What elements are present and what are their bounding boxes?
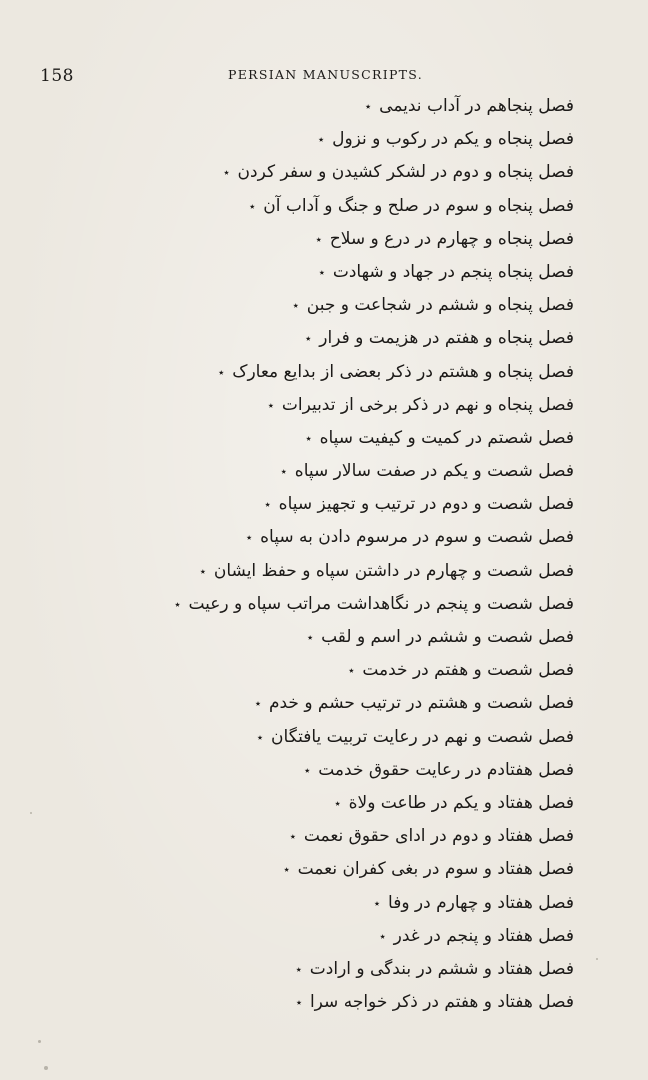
chapter-text: فصل پنجاه و دوم در لشکر کشیدن و سفر کردن (237, 162, 574, 183)
star-marker-icon: ٭ (246, 531, 253, 545)
chapter-list (54, 90, 574, 1019)
chapter-entry (54, 223, 574, 256)
chapter-entry (54, 156, 574, 189)
chapter-entry (54, 488, 574, 521)
chapter-entry (54, 887, 574, 920)
chapter-text: فصل هفتاد و پنجم در غدر (393, 925, 574, 946)
star-marker-icon: ٭ (318, 133, 325, 147)
chapter-entry (54, 422, 574, 455)
paper-speck (38, 1040, 41, 1043)
chapter-entry (54, 356, 574, 389)
chapter-text: فصل پنجاه و نهم در ذکر برخی از تدبیرات (281, 394, 574, 415)
chapter-text: فصل شصت و چهارم در داشتن سپاه و حفظ ایشان (213, 560, 574, 581)
star-marker-icon: ٭ (379, 929, 386, 943)
star-marker-icon: ٭ (365, 100, 372, 113)
chapter-entry (54, 986, 574, 1019)
chapter-entry (54, 389, 574, 422)
chapter-text: فصل هفتاد و یکم در طاعت ولاة (348, 793, 574, 814)
star-marker-icon: ٭ (257, 730, 264, 744)
chapter-entry (54, 754, 574, 787)
chapter-text: فصل شصت و یکم در صفت سالار سپاه (294, 461, 574, 482)
chapter-text: فصل هفتاد و هفتم در ذکر خواجه سرا (309, 992, 574, 1013)
star-marker-icon: ٭ (249, 199, 256, 213)
star-marker-icon: ٭ (315, 232, 322, 246)
chapter-entry (54, 256, 574, 289)
chapter-entry (54, 687, 574, 720)
star-marker-icon: ٭ (264, 498, 271, 512)
paper-speck (30, 812, 32, 814)
star-marker-icon: ٭ (280, 465, 287, 479)
star-marker-icon: ٭ (223, 166, 230, 180)
chapter-entry (54, 621, 574, 654)
chapter-entry (54, 190, 574, 223)
star-marker-icon: ٭ (283, 863, 290, 877)
chapter-text: فصل پنجاه و یکم در رکوب و نزول (332, 129, 574, 150)
chapter-entry (54, 123, 574, 156)
star-marker-icon: ٭ (295, 996, 302, 1010)
star-marker-icon: ٭ (318, 265, 325, 279)
chapter-entry (54, 853, 574, 886)
chapter-text: فصل پنجاه پنجم در جهاد و شهادت (332, 262, 574, 283)
chapter-text: فصل شصت و نهم در رعایت تربیت یافتگان (271, 726, 574, 747)
chapter-entry (54, 820, 574, 853)
chapter-text: فصل پنجاه و هفتم در هزیمت و فرار (319, 328, 574, 349)
page-number: 158 (40, 66, 74, 86)
star-marker-icon: ٭ (254, 697, 261, 711)
chapter-entry (54, 322, 574, 355)
star-marker-icon: ٭ (289, 830, 296, 844)
chapter-entry (54, 721, 574, 754)
chapter-text: فصل هفتاد و چهارم در وفا (388, 892, 574, 913)
paper-speck (44, 1066, 48, 1070)
chapter-text: فصل پنجاه و چهارم در درع و سلاح (329, 228, 574, 249)
star-marker-icon: ٭ (295, 962, 302, 976)
chapter-text: فصل پنجاهم در آداب ندیمی (379, 96, 574, 117)
chapter-text: فصل پنجاه و هشتم در ذکر بعضی از بدایع معارک (232, 361, 574, 382)
star-marker-icon: ٭ (174, 597, 181, 611)
star-marker-icon: ٭ (199, 564, 206, 578)
chapter-entry (54, 455, 574, 488)
chapter-entry (54, 289, 574, 322)
chapter-entry (54, 787, 574, 820)
star-marker-icon: ٭ (305, 431, 312, 445)
chapter-entry (54, 920, 574, 953)
chapter-entry (54, 521, 574, 554)
star-marker-icon: ٭ (334, 796, 341, 810)
chapter-text: فصل هفتاد و سوم در بغی کفران نعمت (297, 859, 574, 880)
chapter-text: فصل هفتاد و ششم در بندگی و ارادت (309, 958, 574, 979)
star-marker-icon: ٭ (307, 631, 314, 644)
star-marker-icon: ٭ (304, 763, 311, 777)
chapter-text: فصل هفتاد و دوم در ادای حقوق نعمت (303, 826, 574, 847)
chapter-text: فصل شصت و هفتم در خدمت (362, 660, 574, 681)
chapter-entry (54, 90, 574, 123)
chapter-entry (54, 588, 574, 621)
star-marker-icon: ٭ (305, 332, 312, 346)
chapter-text: فصل هفتادم در رعایت حقوق خدمت (318, 759, 574, 780)
chapter-entry (54, 654, 574, 687)
star-marker-icon: ٭ (218, 365, 225, 379)
star-marker-icon: ٭ (374, 896, 381, 910)
paper-speck (596, 958, 598, 960)
star-marker-icon: ٭ (267, 398, 274, 412)
chapter-text: فصل شصت و دوم در ترتیب و تجهیز سپاه (278, 494, 574, 515)
chapter-entry (54, 953, 574, 986)
chapter-entry (54, 555, 574, 588)
chapter-text: فصل شصت و هشتم در ترتیب حشم و خدم (268, 693, 574, 714)
chapter-text: فصل شصت و ششم در اسم و لقب (321, 627, 574, 648)
chapter-text: فصل پنجاه و سوم در صلح و جنگ و آداب آن (263, 195, 574, 216)
chapter-text: فصل شصت و سوم در مرسوم دادن به سپاه (260, 527, 574, 548)
running-title: PERSIAN MANUSCRIPTS. (228, 67, 423, 82)
star-marker-icon: ٭ (292, 299, 299, 313)
chapter-text: فصل شصتم در کمیت و کیفیت سپاه (319, 427, 574, 448)
chapter-text: فصل شصت و پنجم در نگاهداشت مراتب سپاه و رعیت (188, 593, 574, 614)
star-marker-icon: ٭ (348, 664, 355, 678)
chapter-text: فصل پنجاه و ششم در شجاعت و جبن (306, 295, 574, 316)
